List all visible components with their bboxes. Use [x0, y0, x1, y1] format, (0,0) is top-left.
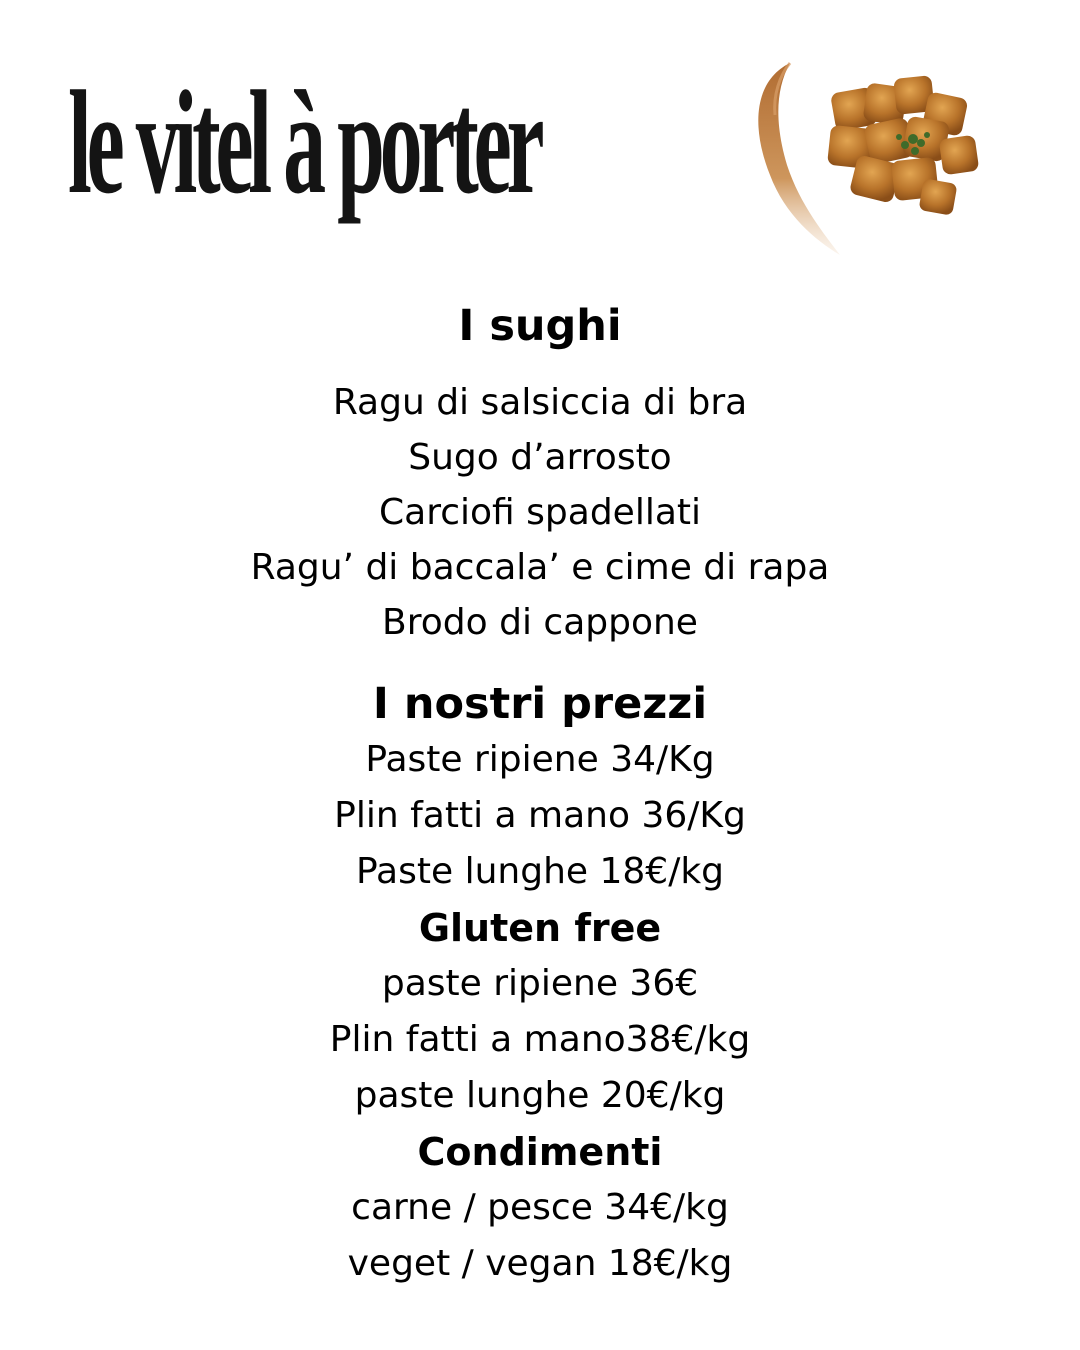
- price-item: Plin fatti a mano 36/Kg: [334, 795, 746, 836]
- sughi-item: Brodo di cappone: [382, 602, 698, 643]
- ravioli-dish-image: [745, 55, 995, 265]
- sughi-item: Ragu’ di baccala’ e cime di rapa: [250, 547, 830, 588]
- sughi-title: I sughi: [458, 301, 622, 351]
- gluten-free-item: Plin fatti a mano38€/kg: [329, 1019, 751, 1060]
- gluten-free-item: paste ripiene 36€: [381, 963, 699, 1004]
- sughi-item: Carciofi spadellati: [379, 492, 701, 533]
- condimenti-title: Condimenti: [417, 1130, 663, 1174]
- gluten-free-item: paste lunghe 20€/kg: [354, 1075, 726, 1116]
- gluten-free-title: Gluten free: [418, 906, 662, 950]
- prezzi-title: I nostri prezzi: [372, 679, 708, 729]
- price-item: Paste lunghe 18€/kg: [355, 851, 725, 892]
- sughi-item: Ragu di salsiccia di bra: [332, 382, 748, 423]
- price-item: Paste ripiene 34/Kg: [365, 739, 715, 780]
- brand-logo: le vitel à porter: [68, 61, 540, 225]
- condimenti-item: veget / vegan 18€/kg: [347, 1243, 733, 1284]
- condimenti-item: carne / pesce 34€/kg: [351, 1187, 729, 1228]
- sughi-item: Sugo d’arrosto: [408, 437, 672, 478]
